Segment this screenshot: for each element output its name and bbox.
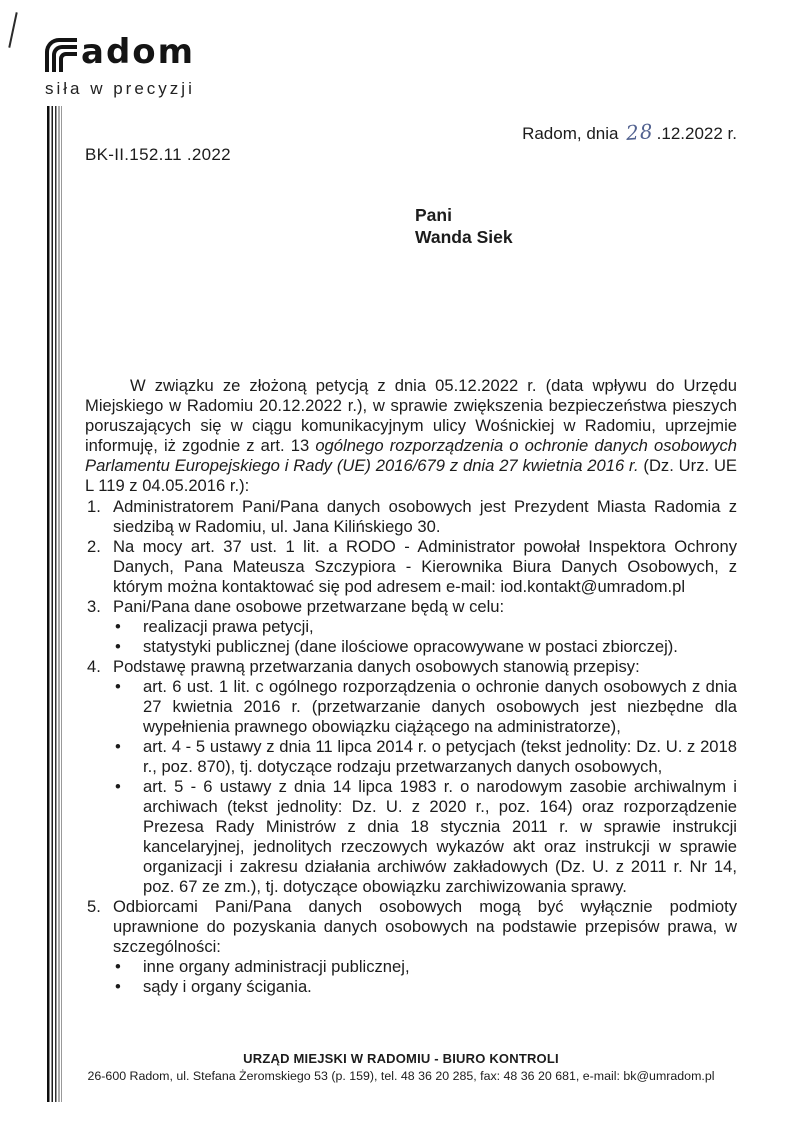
date-prefix: Radom, dnia [522,124,619,143]
addressee-name: Wanda Siek [415,227,513,247]
intro-paragraph [85,376,737,496]
list-item-5-text: Odbiorcami Pani/Pana danych osobowych mogą być wyłącznie podmioty uprawnione do pozyskania danych osobowych na podstawie przepisów prawa, w szczególności: [113,897,737,956]
list-item-3-bullet-1-text: realizacji prawa petycji, [143,617,314,636]
date-suffix: .12.2022 r. [656,124,737,143]
list-item-3-bullet-1 [107,617,737,637]
list-item-5-bullet-1-text: inne organy administracji publicznej, [143,957,410,976]
list-item-3-number: 3. [87,597,101,616]
list-item-5-bullet-1 [107,957,737,977]
letter-body [85,376,737,997]
list-item-4-bullet-2-text: art. 4 - 5 ustawy z dnia 11 lipca 2014 r. o petycjach (tekst jednolity: Dz. U. z 2018 r., poz. 870), tj. dotyczące rodzaju przetwarzanych danych osobowych, [143,737,737,776]
logo-brand-row [45,32,196,76]
handwritten-day: 28 [625,119,655,145]
bullet-icon: • [115,777,121,796]
list-item-3-bullet-2-text: statystyki publicznej (dane ilościowe opracowywane w postaci zbiorczej). [143,637,678,656]
list-item-4-bullet-1-text: art. 6 ust. 1 lit. c ogólnego rozporządzenia o ochronie danych osobowych z dnia 27 kwietnia 2016 r. (przetwarzanie danych osobowych jest niezbędne dla wypełnienia prawnego obowiązku ciążącego na administratorze), [143,677,737,736]
case-reference-number: BK-II.152.11 .2022 [85,145,231,164]
addressee-salutation: Pani [415,205,452,225]
list-item-1 [85,497,737,537]
bullet-icon: • [115,637,121,656]
list-item-1-number: 1. [87,497,101,516]
list-item-4-bullet-2 [107,737,737,777]
list-item-2-number: 2. [87,537,101,556]
list-item-3-bullet-2 [107,637,737,657]
addressee-block [415,204,513,248]
list-item-4-bullet-3 [107,777,737,897]
intro-text-before: W związku ze złożoną petycją z dnia 05.12.2022 r. (data wpływu do Urzędu Miejskiego w Radomiu 20.12.2022 r.), w sprawie zwiększenia bezpieczeństwa pieszych poruszających się w ciągu komunikacyjnym ulicy Wośnickiej w Radomiu, uprzejmie informuję, iż zgodnie z art. 13 [85,376,737,455]
list-item-3-text: Pani/Pana dane osobowe przetwarzane będą w celu: [113,597,505,616]
bullet-icon: • [115,677,121,696]
logo-tagline: siła w precyzji [45,79,195,98]
letter-footer [46,1051,756,1083]
bullet-icon: • [115,737,121,756]
list-item-5-bullet-2 [107,977,737,997]
radom-city-logo [45,32,196,99]
date-line [522,120,737,144]
pen-slash-mark [8,12,17,48]
list-item-4-text: Podstawę prawną przetwarzania danych osobowych stanowią przepisy: [113,657,640,676]
list-item-5-number: 5. [87,897,101,916]
list-item-5 [85,897,737,957]
list-item-4 [85,657,737,677]
list-item-2-text: Na mocy art. 37 ust. 1 lit. a RODO - Administrator powołał Inspektora Ochrony Danych, Pana Mateusza Szczypiora - Kierownika Biura Danych Osobowych, z którym można kontaktować się pod adresem e-mail: iod.kontakt@umradom.pl [113,537,737,596]
intro-text-after: (Dz. Urz. UE L 119 z 04.05.2016 r.): [85,456,737,495]
bullet-icon: • [115,957,121,976]
list-item-4-bullet-1 [107,677,737,737]
footer-address-line: 26-600 Radom, ul. Stefana Żeromskiego 53 (p. 159), tel. 48 36 20 285, fax: 48 36 20 681, e-mail: bk@umradom.pl [87,1069,715,1083]
list-item-5-bullet-2-text: sądy i organy ścigania. [143,977,312,996]
footer-office-title: URZĄD MIEJSKI W RADOMIU - BIURO KONTROLI [243,1051,559,1066]
binding-scan-lines [47,106,64,1102]
bullet-icon: • [115,617,121,636]
regulation-title-italic: ogólnego rozporządzenia o ochronie danych osobowych Parlamentu Europejskiego i Rady (UE) 2016/679 z dnia 27 kwietnia 2016 r. [85,436,737,475]
list-item-4-number: 4. [87,657,101,676]
list-item-1-text: Administratorem Pani/Pana danych osobowych jest Prezydent Miasta Radomia z siedzibą w Radomiu, ul. Jana Kilińskiego 30. [113,497,737,536]
list-item-2 [85,537,737,597]
bullet-icon: • [115,977,121,996]
radom-r-arcs-icon [45,38,79,74]
logo-brand-text: adom [81,32,196,72]
list-item-3 [85,597,737,617]
list-item-4-bullet-3-text: art. 5 - 6 ustawy z dnia 14 lipca 1983 r. o narodowym zasobie archiwalnym i archiwach (tekst jednolity: Dz. U. z 2020 r., poz. 164) oraz rozporządzenie Prezesa Rady Ministrów z dnia 18 stycznia 2011 r. w sprawie instrukcji kancelaryjnej, jednolitych rzeczowych wykazów akt oraz instrukcji w sprawie organizacji i zakresu działania archiwów zakładowych (Dz. U. z 2011 r. Nr 14, poz. 67 ze zm.), tj. dotyczące obowiązku zarchiwizowania sprawy. [143,777,737,896]
